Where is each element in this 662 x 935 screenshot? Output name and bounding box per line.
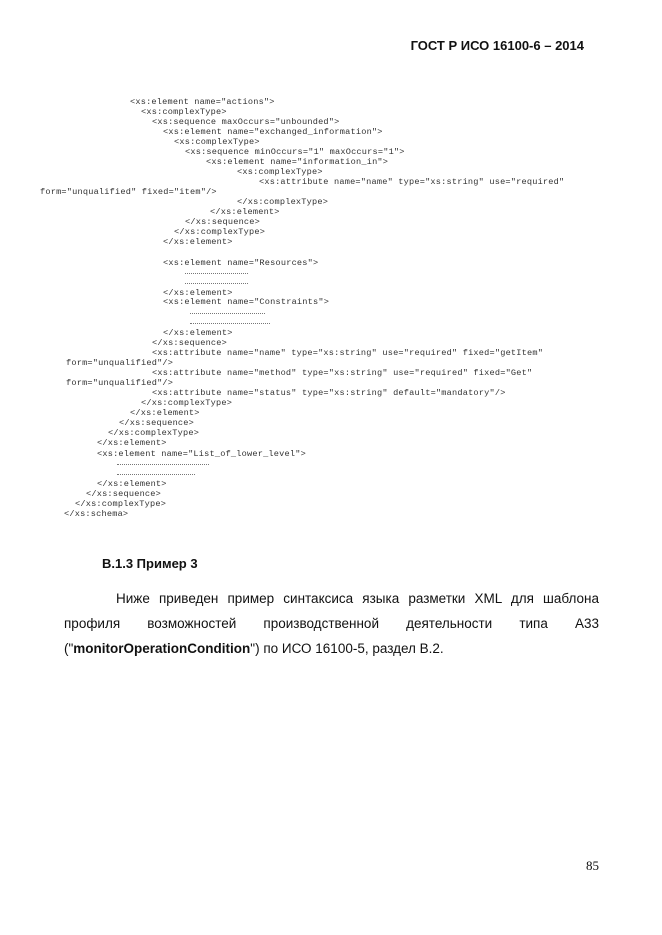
page-number: 85 <box>586 858 599 873</box>
code-line: </xs:element> <box>97 479 167 489</box>
code-line: <xs:element name="List_of_lower_level"> <box>97 449 306 459</box>
code-line: <xs:complexType> <box>141 107 227 117</box>
code-line: </xs:element> <box>163 237 233 247</box>
code-line: </xs:complexType> <box>75 499 167 509</box>
code-line: </xs:element> <box>210 207 280 217</box>
code-line: <xs:element name="exchanged_information"> <box>163 127 383 137</box>
code-line: <xs:sequence maxOccurs="unbounded"> <box>152 117 340 127</box>
code-line: </xs:complexType> <box>174 227 266 237</box>
code-line: form="unqualified"/> <box>66 358 174 368</box>
page-header: ГОСТ Р ИСО 16100-6 – 2014 <box>410 38 584 53</box>
code-line: <xs:element name="Resources"> <box>163 258 319 268</box>
code-line: </xs:sequence> <box>119 418 194 428</box>
code-line: </xs:complexType> <box>141 398 233 408</box>
paragraph-bold-term: monitorOperationCondition <box>73 641 251 656</box>
code-line: </xs:sequence> <box>86 489 161 499</box>
code-line: </xs:complexType> <box>108 428 200 438</box>
code-line: <xs:element name="actions"> <box>130 97 275 107</box>
omitted-code-placeholder <box>117 464 209 466</box>
omitted-code-placeholder <box>185 273 248 275</box>
omitted-code-placeholder <box>117 474 195 476</box>
code-line: <xs:element name="information_in"> <box>206 157 389 167</box>
code-line: </xs:element> <box>163 328 233 338</box>
code-line: </xs:element> <box>130 408 200 418</box>
code-line: <xs:complexType> <box>174 137 260 147</box>
code-line: <xs:attribute name="name" type="xs:string" use="required" fixed="getItem" <box>152 348 544 358</box>
paragraph-text-before: Ниже приведен пример синтаксиса языка разметки XML для шаблона профиля возможностей производственной деятельности типа A33 (" <box>64 591 599 656</box>
code-line: <xs:complexType> <box>237 167 323 177</box>
body-paragraph <box>64 586 599 661</box>
code-line: </xs:schema> <box>64 509 129 519</box>
omitted-code-placeholder <box>185 283 248 285</box>
code-line: </xs:element> <box>163 288 233 298</box>
code-line: </xs:sequence> <box>152 338 227 348</box>
code-line: </xs:complexType> <box>237 197 329 207</box>
paragraph-text-after: ") по ИСО 16100-5, раздел B.2. <box>250 641 444 656</box>
code-line: </xs:sequence> <box>185 217 260 227</box>
code-line: </xs:element> <box>97 438 167 448</box>
omitted-code-placeholder <box>190 313 265 315</box>
section-heading: B.1.3 Пример 3 <box>102 556 198 571</box>
code-line: form="unqualified" fixed="item"/> <box>40 187 217 197</box>
code-line: <xs:attribute name="status" type="xs:string" default="mandatory"/> <box>152 388 506 398</box>
code-line: form="unqualified"/> <box>66 378 174 388</box>
code-line: <xs:sequence minOccurs="1" maxOccurs="1"> <box>185 147 405 157</box>
code-line: <xs:attribute name="name" type="xs:string" use="required" <box>259 177 565 187</box>
code-line: <xs:element name="Constraints"> <box>163 297 330 307</box>
code-line: <xs:attribute name="method" type="xs:string" use="required" fixed="Get" <box>152 368 533 378</box>
omitted-code-placeholder <box>190 323 270 325</box>
